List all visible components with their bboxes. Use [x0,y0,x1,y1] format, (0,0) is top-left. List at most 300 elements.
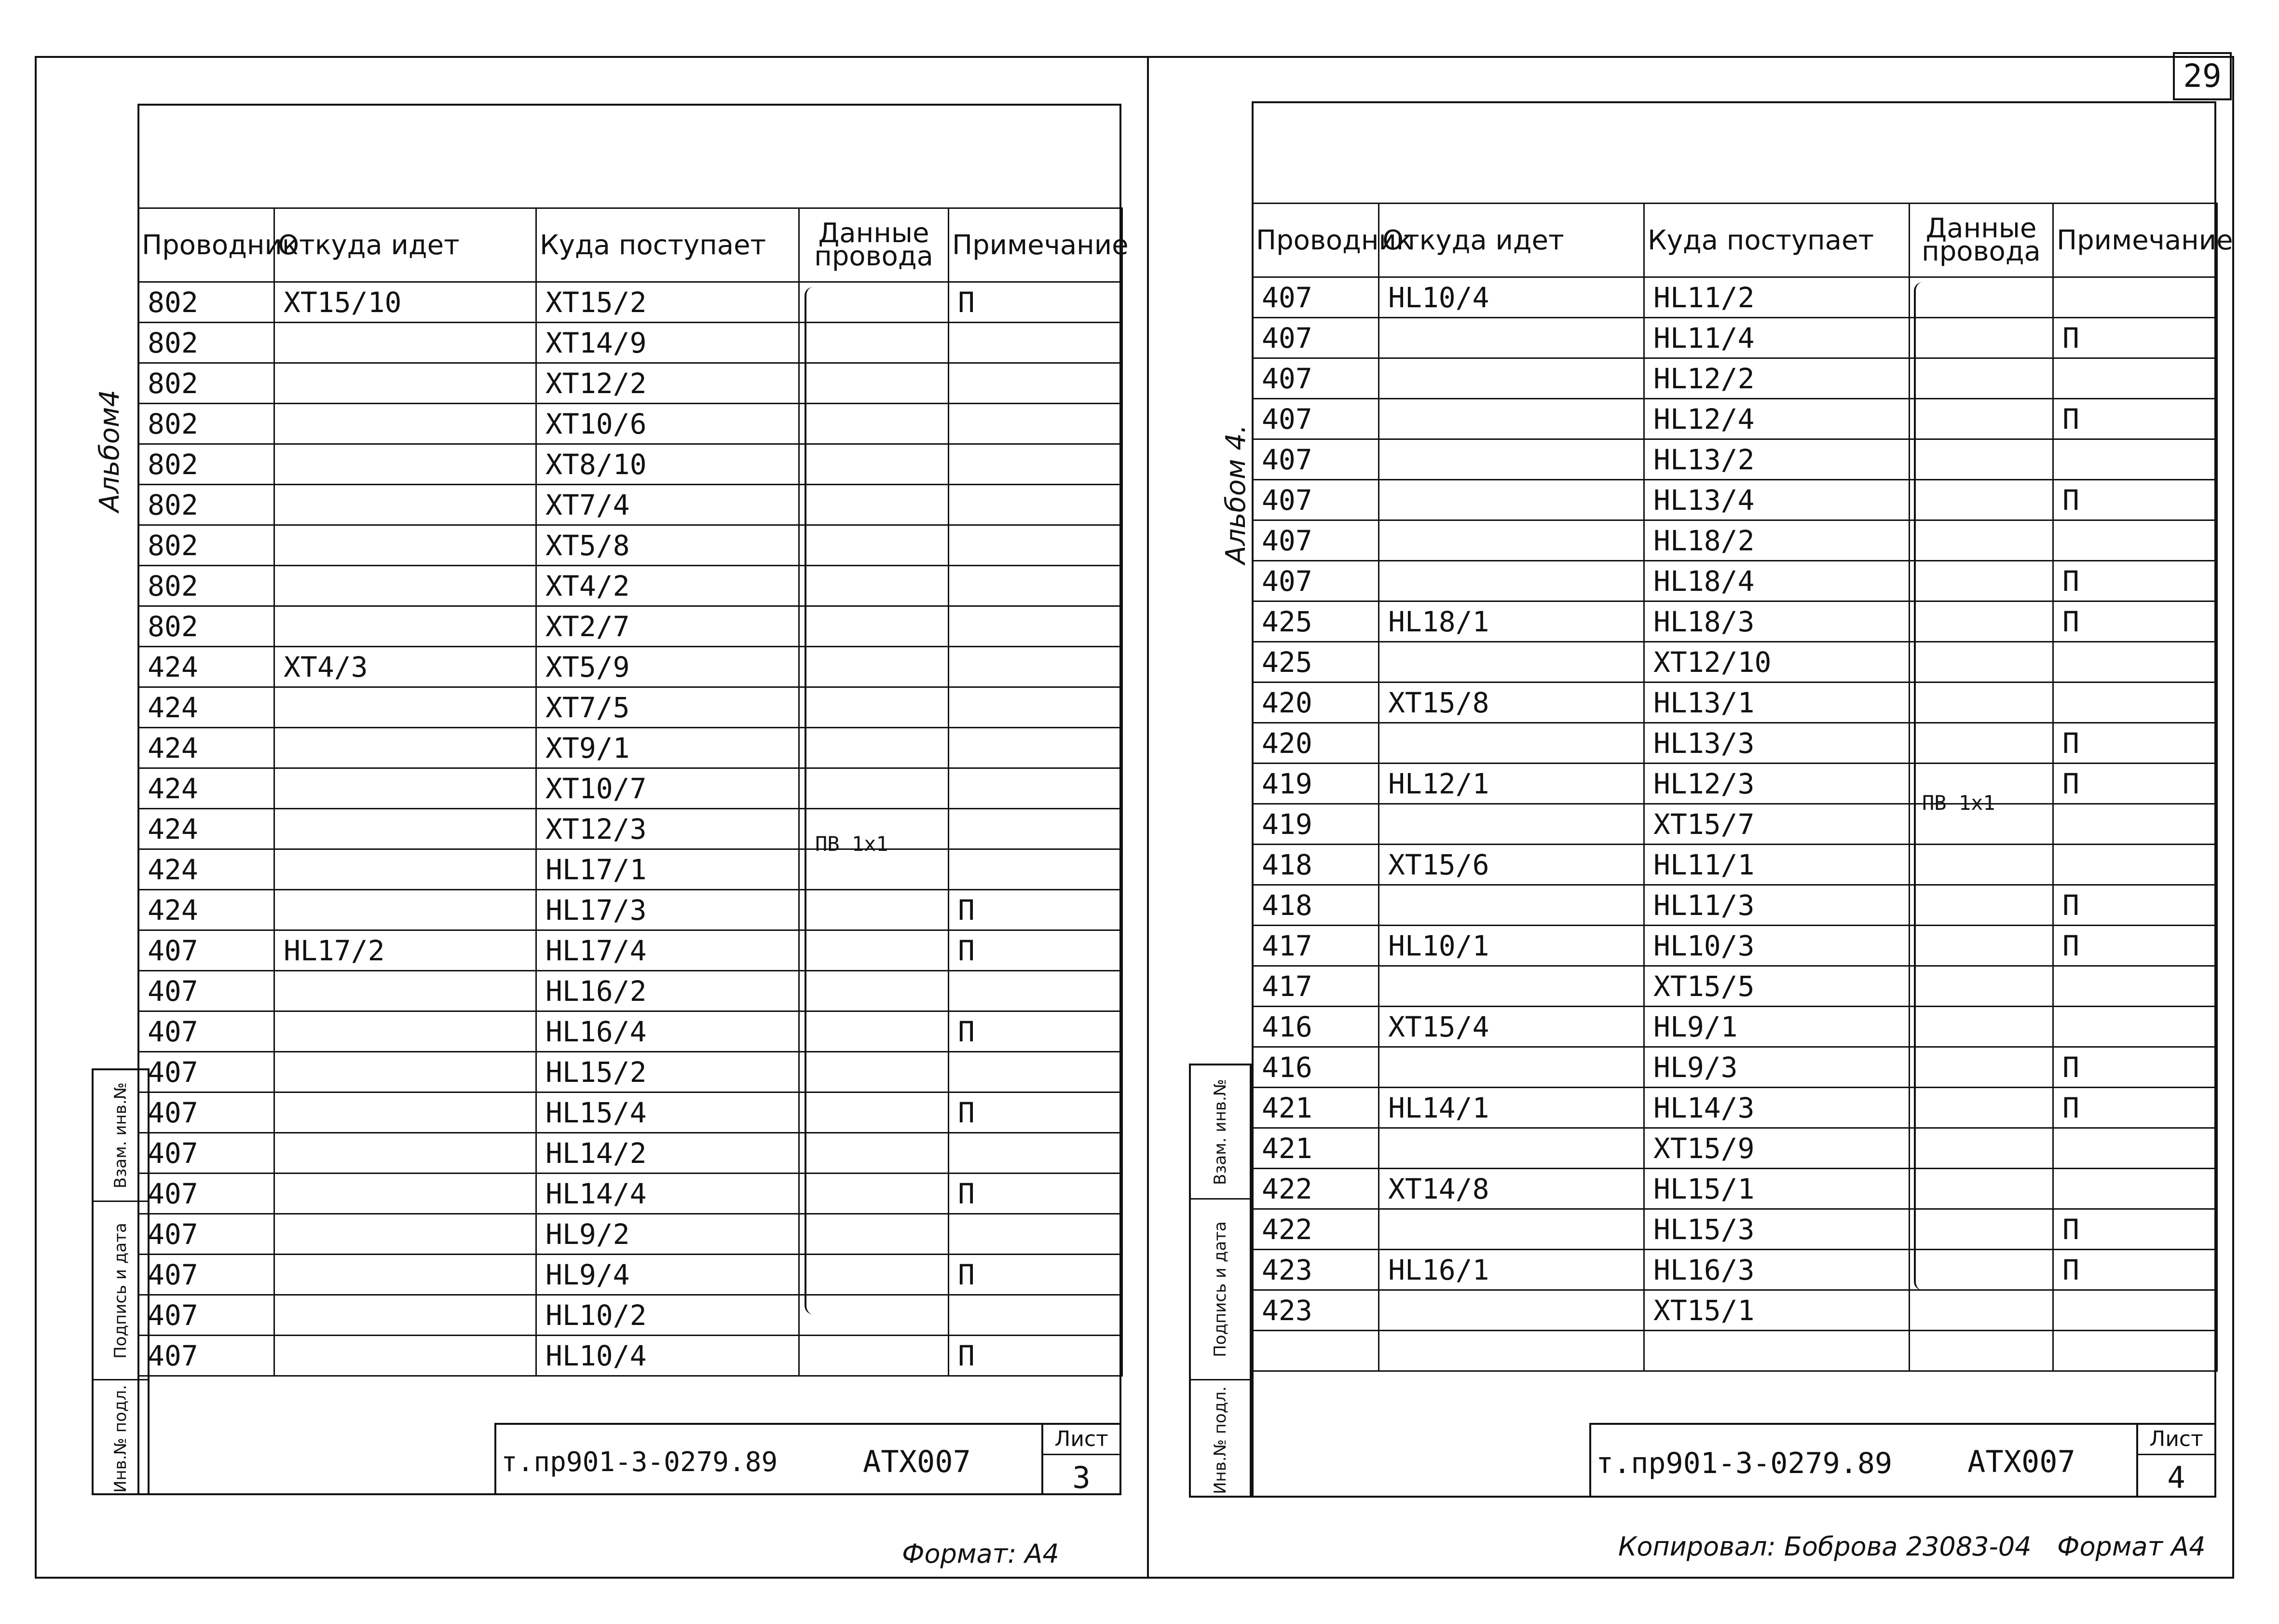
right-sheet-number: 4 [2167,1460,2185,1495]
right-cell-wire-data [1910,358,2053,399]
right-side-cell-sign: Подпись и дата [1191,1198,1250,1379]
table-row [1253,966,2217,1007]
right-cell-from: XT14/8 [1379,1169,1644,1209]
right-cell-note [2053,845,2217,885]
right-cell-note: П [2053,399,2217,439]
left-cell-conductor: 802 [138,363,274,404]
left-cell-conductor: 424 [138,647,274,687]
left-header-from: Откуда идет [274,208,536,282]
right-cell-wire-data [1910,318,2053,358]
right-cell-conductor: 417 [1253,966,1379,1007]
left-cell-from [274,566,536,606]
right-cell-wire-data [1910,561,2053,601]
left-cell-conductor: 424 [138,728,274,768]
left-cell-from [274,768,536,809]
left-cell-to: XT10/7 [536,768,799,809]
right-cell-note: П [2053,885,2217,926]
right-cell-note [2053,804,2217,845]
right-cell-note [2053,682,2217,723]
table-row [138,890,1122,930]
right-cell-note [2053,1169,2217,1209]
left-cell-from [274,323,536,363]
left-cell-to: XT5/8 [536,525,799,566]
right-cell-wire-data [1910,845,2053,885]
right-cell-wire-data [1910,1250,2053,1290]
left-cell-to: HL17/1 [536,849,799,890]
right-cell-to: HL10/3 [1644,926,1910,966]
left-header-note: Примечание [949,208,1122,282]
table-row [138,1336,1122,1376]
left-cell-note: П [949,1255,1122,1295]
table-row [1253,1209,2217,1250]
left-cell-wire-data [799,687,949,728]
left-cell-from [274,606,536,647]
right-cell-to: HL18/2 [1644,520,1910,561]
left-cell-note: П [949,1011,1122,1052]
left-side-cell-replace: Взам. инв.№ [111,1082,130,1189]
right-album-label: Альбом 4. [1220,424,1252,564]
right-cell-note [2053,1290,2217,1331]
left-cell-conductor: 407 [138,1295,274,1336]
left-cell-to: HL15/4 [536,1092,799,1133]
left-cell-to: XT12/2 [536,363,799,404]
right-cell-from: HL10/1 [1379,926,1644,966]
right-cell-wire-data [1910,682,2053,723]
right-cell-to: HL18/3 [1644,601,1910,642]
left-cell-to: HL14/2 [536,1133,799,1174]
table-row [1253,1007,2217,1047]
left-cell-note [949,647,1122,687]
right-cell-conductor: 419 [1253,804,1379,845]
left-wire-brace [805,287,813,1314]
left-cell-to: XT12/3 [536,809,799,849]
left-cell-note [949,768,1122,809]
left-cell-note [949,1133,1122,1174]
right-cell-wire-data [1910,601,2053,642]
left-cell-wire-data [799,1133,949,1174]
left-side-cell-inv: Инв.№ подл. [94,1379,148,1497]
table-row [138,485,1122,525]
right-cell-note: П [2053,318,2217,358]
left-cell-from [274,1133,536,1174]
right-cell-conductor: 407 [1253,520,1379,561]
right-cell-conductor: 420 [1253,682,1379,723]
right-cell-note: П [2053,561,2217,601]
right-cell-from [1379,966,1644,1007]
right-format-note: Формат А4 [2057,1531,2206,1562]
left-header-wire-data: Данные провода [799,208,949,282]
left-cell-conductor: 424 [138,809,274,849]
right-cell-from [1379,480,1644,520]
right-cell-from [1379,318,1644,358]
left-side-cell-sign: Подпись и дата [94,1201,148,1379]
right-cell-wire-data [1910,642,2053,682]
right-cell-from [1379,885,1644,926]
left-cell-to: HL9/4 [536,1255,799,1295]
right-header-note: Примечание [2053,204,2217,277]
left-cell-wire-data [799,1092,949,1133]
left-cell-to: HL10/2 [536,1295,799,1336]
left-cell-from [274,1214,536,1255]
right-cell-wire-data [1910,966,2053,1007]
left-cell-from [274,1092,536,1133]
left-cell-conductor: 407 [138,1174,274,1214]
left-cell-conductor: 802 [138,282,274,323]
left-cell-note: П [949,890,1122,930]
right-cell-note: П [2053,601,2217,642]
right-cell-to: HL13/3 [1644,723,1910,764]
left-cell-wire-data [799,282,949,323]
right-cell-note [2053,1128,2217,1169]
right-cell-note: П [2053,1047,2217,1088]
right-cell-from: XT15/6 [1379,845,1644,885]
right-cell-conductor: 421 [1253,1128,1379,1169]
left-cell-conductor: 802 [138,485,274,525]
right-cell-note: П [2053,723,2217,764]
left-cell-wire-data [799,363,949,404]
right-cell-conductor: 416 [1253,1007,1379,1047]
left-cell-conductor: 407 [138,1133,274,1174]
table-row [138,1133,1122,1174]
left-cell-wire-data [799,525,949,566]
left-cell-wire-data [799,728,949,768]
left-cell-from [274,444,536,485]
table-row [1253,723,2217,764]
right-cell-to: HL11/1 [1644,845,1910,885]
left-cell-wire-data [799,323,949,363]
right-cell-to: HL16/3 [1644,1250,1910,1290]
left-cell-to: XT7/5 [536,687,799,728]
right-cell-wire-data [1910,277,2053,318]
right-cell-conductor: 416 [1253,1047,1379,1088]
left-cell-from [274,728,536,768]
left-side-strip [92,1068,150,1495]
right-wire-brace [1914,282,1923,1290]
left-wire-data-value: ПВ 1х1 [815,832,888,856]
right-cell-conductor: 421 [1253,1088,1379,1128]
left-cell-conductor: 407 [138,1052,274,1092]
left-cell-wire-data [799,930,949,971]
left-cell-conductor: 802 [138,444,274,485]
right-cell-wire-data [1910,1007,2053,1047]
right-cell-from: HL12/1 [1379,764,1644,804]
right-cell-conductor: 422 [1253,1169,1379,1209]
left-cell-to: XT10/6 [536,404,799,444]
right-cell-note [2053,358,2217,399]
right-cell-to: HL13/4 [1644,480,1910,520]
right-cell-wire-data [1910,1290,2053,1331]
right-cell-from [1379,1209,1644,1250]
left-cell-conductor: 802 [138,323,274,363]
right-cell-to: HL15/3 [1644,1209,1910,1250]
left-cell-from [274,849,536,890]
left-cell-conductor: 407 [138,930,274,971]
right-cell-wire-data [1910,480,2053,520]
right-header-from: Откуда идет [1379,204,1644,277]
left-sheet-label: Лист [1043,1425,1119,1455]
table-row [1253,642,2217,682]
left-cell-wire-data [799,1174,949,1214]
left-cell-wire-data [799,606,949,647]
table-row [138,323,1122,363]
table-row [1253,480,2217,520]
left-cell-conductor: 424 [138,687,274,728]
right-cell-note: П [2053,1209,2217,1250]
right-cell-from [1379,1047,1644,1088]
right-cell-conductor: 407 [1253,277,1379,318]
left-cell-to: HL16/4 [536,1011,799,1052]
right-cell-wire-data [1910,1047,2053,1088]
left-cell-to: XT9/1 [536,728,799,768]
left-cell-from [274,1255,536,1295]
left-cell-note [949,404,1122,444]
left-cell-conductor: 407 [138,1011,274,1052]
left-cell-to: HL14/4 [536,1174,799,1214]
right-cell-from: XT15/8 [1379,682,1644,723]
right-cell-note [2053,966,2217,1007]
right-cell-conductor: 420 [1253,723,1379,764]
left-cell-wire-data [799,1052,949,1092]
left-cell-from [274,890,536,930]
right-cell-from [1379,520,1644,561]
left-cell-to: HL15/2 [536,1052,799,1092]
right-cell-to: XT15/9 [1644,1128,1910,1169]
right-cell-to: XT15/5 [1644,966,1910,1007]
right-cell-note [2053,439,2217,480]
left-cell-to: XT5/9 [536,647,799,687]
right-cell-from [1379,804,1644,845]
right-cell-wire-data [1910,1331,2053,1371]
left-wire-table [137,207,1129,1377]
left-cell-note: П [949,1092,1122,1133]
left-cell-wire-data [799,971,949,1011]
left-cell-from: HL17/2 [274,930,536,971]
left-cell-note [949,485,1122,525]
right-cell-from [1379,561,1644,601]
table-row [1253,804,2217,845]
right-cell-note [2053,277,2217,318]
left-cell-wire-data [799,768,949,809]
table-row [138,363,1122,404]
right-cell-from [1379,399,1644,439]
right-cell-wire-data [1910,926,2053,966]
right-cell-conductor: 418 [1253,845,1379,885]
table-row [1253,764,2217,804]
right-cell-to: HL9/3 [1644,1047,1910,1088]
right-cell-to: HL13/1 [1644,682,1910,723]
right-cell-to: HL9/1 [1644,1007,1910,1047]
table-row [138,849,1122,890]
table-row [138,1174,1122,1214]
right-cell-wire-data [1910,1128,2053,1169]
right-cell-to: HL12/2 [1644,358,1910,399]
table-row [1253,926,2217,966]
table-row [138,525,1122,566]
right-cell-from: HL10/4 [1379,277,1644,318]
right-cell-conductor: 418 [1253,885,1379,926]
right-wire-data-value: ПВ 1х1 [1922,791,1995,815]
right-cell-from [1379,358,1644,399]
left-stamp-doc: АТХ007 [863,1444,971,1479]
left-cell-wire-data [799,890,949,930]
table-row [138,1255,1122,1295]
left-header-to: Куда поступает [536,208,799,282]
right-cell-to: HL11/3 [1644,885,1910,926]
right-cell-conductor: 425 [1253,642,1379,682]
table-row [1253,1169,2217,1209]
left-cell-conductor: 407 [138,971,274,1011]
table-row [1253,277,2217,318]
table-row [1253,601,2217,642]
right-cell-to: XT12/10 [1644,642,1910,682]
right-cell-conductor [1253,1331,1379,1371]
table-row [138,444,1122,485]
right-cell-conductor: 422 [1253,1209,1379,1250]
table-row [1253,845,2217,885]
left-cell-wire-data [799,444,949,485]
left-cell-note [949,1295,1122,1336]
page-divider [1147,56,1149,1579]
right-cell-conductor: 423 [1253,1250,1379,1290]
page-number-box [2173,52,2232,100]
left-cell-wire-data [799,1295,949,1336]
left-cell-to: XT7/4 [536,485,799,525]
right-cell-wire-data [1910,1088,2053,1128]
right-cell-wire-data [1910,439,2053,480]
right-cell-to: HL14/3 [1644,1088,1910,1128]
right-sheet-label: Лист [2138,1425,2214,1455]
right-cell-to [1644,1331,1910,1371]
right-header-wire-data: Данные провода [1910,204,2053,277]
table-row [138,971,1122,1011]
left-cell-from [274,687,536,728]
right-cell-note: П [2053,764,2217,804]
left-cell-to: XT14/9 [536,323,799,363]
table-row [1253,682,2217,723]
left-cell-note [949,1052,1122,1092]
left-cell-from [274,1011,536,1052]
table-row [1253,1128,2217,1169]
right-cell-from [1379,642,1644,682]
table-row [138,930,1122,971]
left-cell-from [274,1174,536,1214]
right-cell-conductor: 425 [1253,601,1379,642]
right-cell-note [2053,642,2217,682]
left-cell-note [949,525,1122,566]
left-cell-from [274,525,536,566]
left-cell-conductor: 424 [138,890,274,930]
left-cell-wire-data [799,1011,949,1052]
table-row [1253,1250,2217,1290]
left-cell-conductor: 407 [138,1255,274,1295]
table-row [138,1092,1122,1133]
left-cell-note [949,1214,1122,1255]
right-cell-from [1379,1128,1644,1169]
right-cell-to: HL13/2 [1644,439,1910,480]
table-row [1253,885,2217,926]
table-row [138,1295,1122,1336]
left-cell-note [949,849,1122,890]
right-cell-note [2053,1331,2217,1371]
left-sheet-box [1041,1425,1119,1493]
left-cell-conductor: 424 [138,849,274,890]
right-cell-note: П [2053,1250,2217,1290]
right-stamp-code: т.пр901-3-0279.89 [1596,1447,1893,1480]
right-cell-wire-data [1910,1169,2053,1209]
right-cell-conductor: 407 [1253,439,1379,480]
left-cell-from: XT15/10 [274,282,536,323]
left-cell-to: HL17/3 [536,890,799,930]
right-cell-wire-data [1910,723,2053,764]
right-cell-wire-data [1910,520,2053,561]
table-row [138,404,1122,444]
left-cell-note [949,687,1122,728]
left-cell-from: XT4/3 [274,647,536,687]
right-header-to: Куда поступает [1644,204,1910,277]
left-cell-conductor: 802 [138,525,274,566]
right-cell-note: П [2053,1088,2217,1128]
left-header-conductor: Проводник [138,208,274,282]
right-cell-conductor: 407 [1253,561,1379,601]
left-cell-note [949,809,1122,849]
table-row [138,566,1122,606]
table-row [1253,399,2217,439]
right-cell-to: HL15/1 [1644,1169,1910,1209]
left-cell-conductor: 802 [138,566,274,606]
right-cell-to: HL12/4 [1644,399,1910,439]
right-cell-note [2053,520,2217,561]
right-side-strip [1189,1064,1252,1498]
table-row [1253,1331,2217,1371]
left-title-block [494,1423,1121,1495]
left-cell-from [274,1295,536,1336]
right-cell-to: HL12/3 [1644,764,1910,804]
right-cell-wire-data [1910,885,2053,926]
right-copy-note: Копировал: Боброва 23083-04 [1618,1531,2032,1562]
left-title-area [137,104,1121,207]
right-cell-to: HL11/4 [1644,318,1910,358]
left-cell-to: HL17/4 [536,930,799,971]
left-cell-from [274,971,536,1011]
right-cell-to: HL11/2 [1644,277,1910,318]
left-cell-wire-data [799,647,949,687]
table-row [138,1214,1122,1255]
left-cell-from [274,1052,536,1092]
left-cell-note: П [949,1174,1122,1214]
left-cell-from [274,404,536,444]
left-cell-note [949,728,1122,768]
left-cell-to: XT8/10 [536,444,799,485]
table-row [1253,439,2217,480]
left-cell-note [949,444,1122,485]
left-cell-to: HL9/2 [536,1214,799,1255]
right-cell-conductor: 407 [1253,480,1379,520]
table-row [138,728,1122,768]
left-sheet-number: 3 [1072,1460,1091,1495]
right-cell-conductor: 419 [1253,764,1379,804]
right-cell-from [1379,439,1644,480]
left-cell-note [949,566,1122,606]
right-wire-table [1252,203,2233,1372]
left-header-row [138,208,1122,282]
left-cell-from [274,809,536,849]
table-row [1253,1088,2217,1128]
right-cell-from [1379,1290,1644,1331]
left-cell-wire-data [799,485,949,525]
table-row [138,809,1122,849]
table-row [138,647,1122,687]
left-cell-conductor: 424 [138,768,274,809]
